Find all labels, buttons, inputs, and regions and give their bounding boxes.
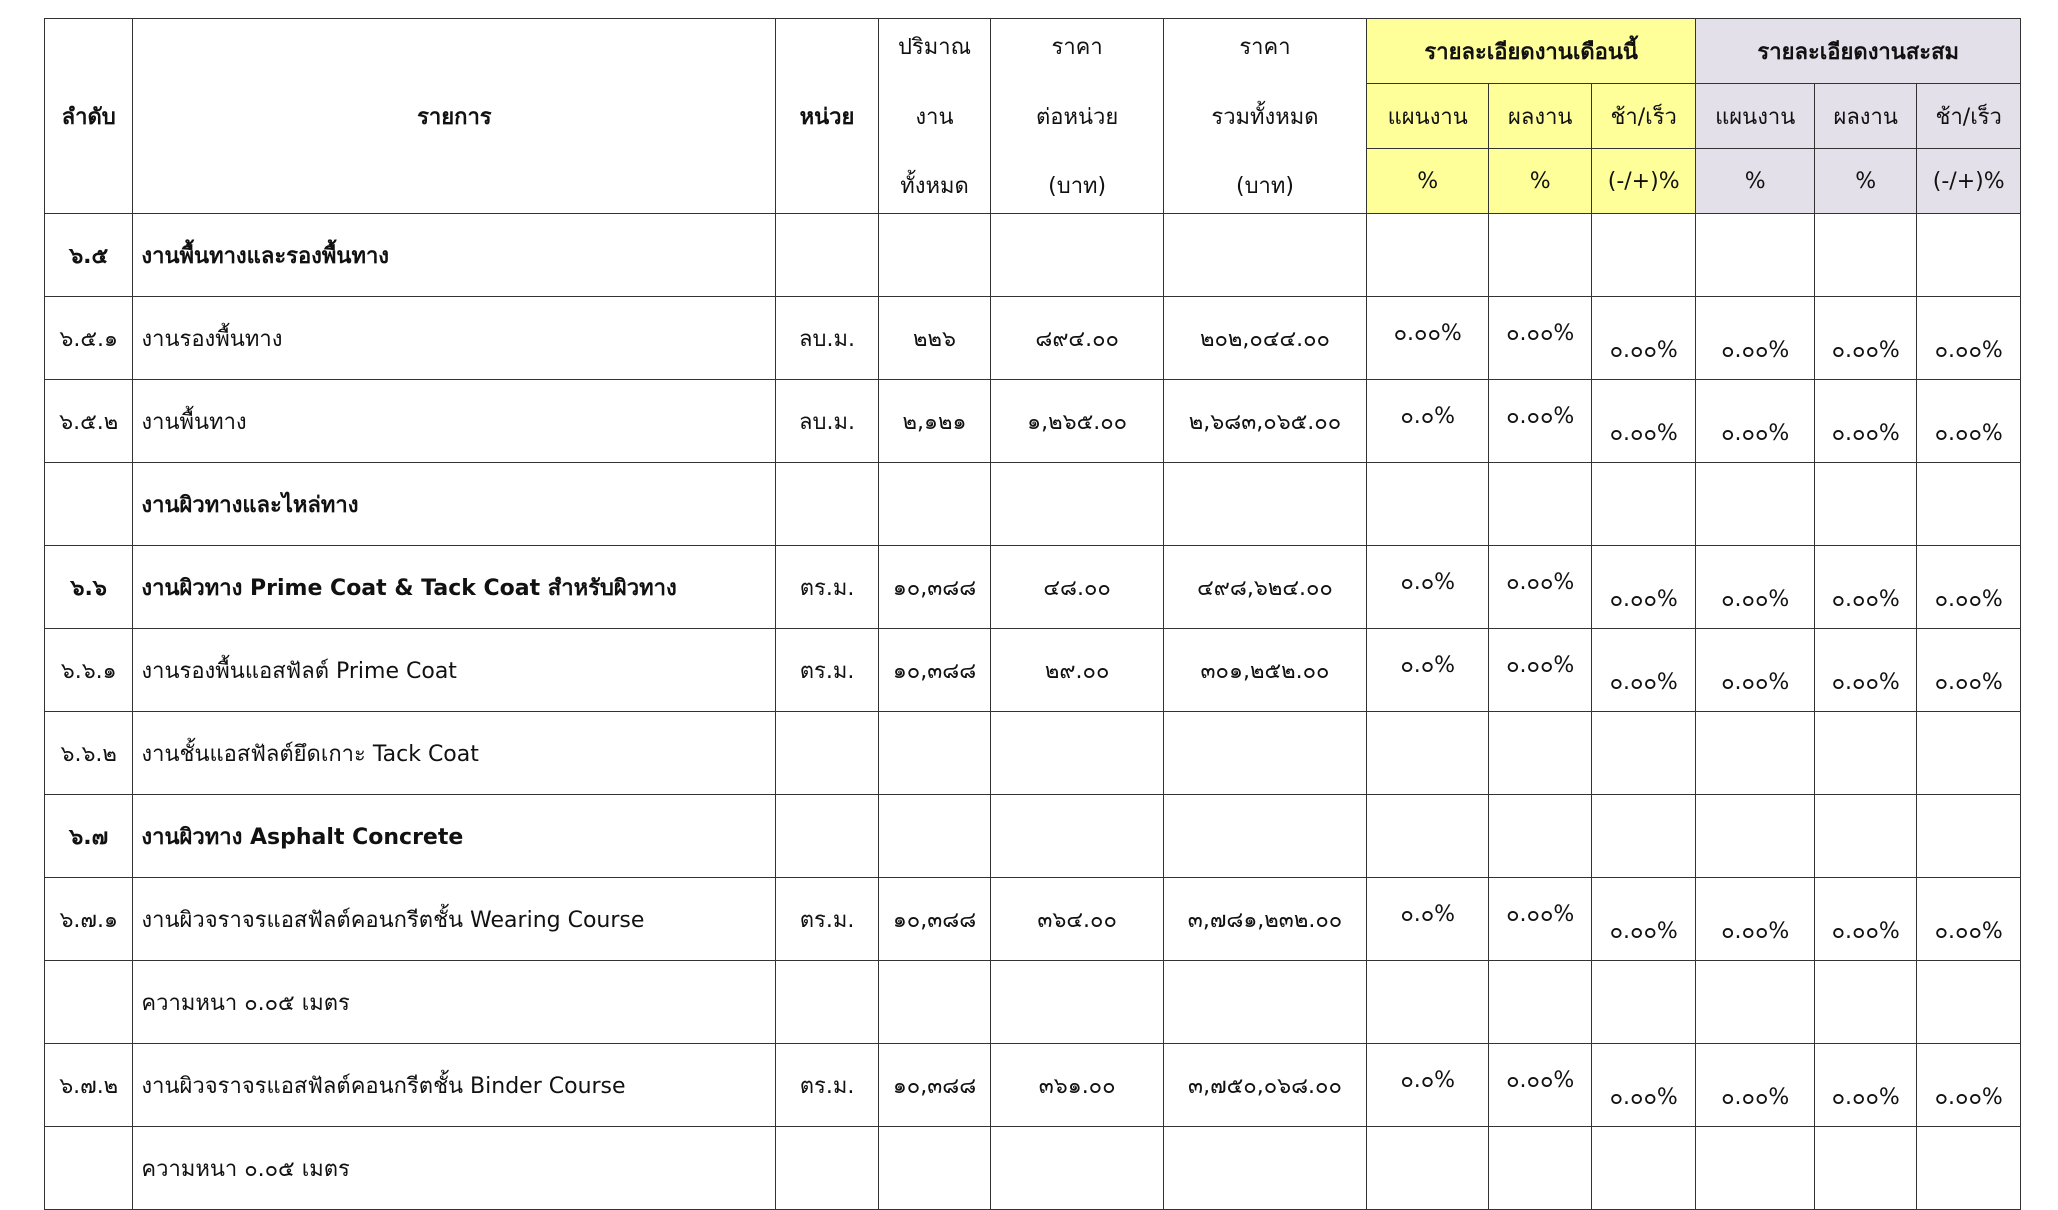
header-seq: ลำดับ: [45, 19, 133, 214]
row-unit: ตร.ม.: [776, 1044, 878, 1127]
table-row: [45, 961, 2021, 1044]
progress-table: [44, 18, 2021, 1210]
row-seq: ๖.๕.๒: [45, 380, 133, 463]
row-cum-diff: [1917, 463, 2021, 546]
row-unit-price: ๓๖๑.๐๐: [991, 1044, 1164, 1127]
row-cum-result: ๐.๐๐%: [1814, 1044, 1916, 1127]
header-month-plan: แผนงาน: [1366, 84, 1489, 149]
row-month-plan: ๐.๐%: [1366, 1044, 1489, 1127]
row-seq: ๖.๕.๑: [45, 297, 133, 380]
row-cum-plan: [1696, 961, 1815, 1044]
row-qty: [878, 214, 991, 297]
row-unit: [776, 214, 878, 297]
row-cum-result: ๐.๐๐%: [1814, 878, 1916, 961]
row-month-result: [1489, 961, 1591, 1044]
row-item: งานชั้นแอสฟัลต์ยึดเกาะ Tack Coat: [133, 712, 776, 795]
header-total-price-line2: รวมทั้งหมด: [1211, 104, 1319, 130]
row-total-price: [1164, 795, 1367, 878]
row-month-result: [1489, 712, 1591, 795]
row-cum-diff: [1917, 795, 2021, 878]
row-month-diff: [1591, 463, 1696, 546]
row-seq: ๖.๕: [45, 214, 133, 297]
header-cumulative-group: รายละเอียดงานสะสม: [1696, 19, 2021, 84]
table-row: [45, 712, 2021, 795]
row-month-result: [1489, 463, 1591, 546]
header-qty-line2: งาน: [915, 104, 954, 130]
row-qty: ๑๐,๓๘๘: [878, 1044, 991, 1127]
row-unit: ตร.ม.: [776, 629, 878, 712]
row-cum-result: ๐.๐๐%: [1814, 380, 1916, 463]
table-row: [45, 297, 2021, 380]
row-cum-plan: ๐.๐๐%: [1696, 1044, 1815, 1127]
row-cum-diff: [1917, 214, 2021, 297]
row-cum-result: [1814, 214, 1916, 297]
row-unit-price: ๔๘.๐๐: [991, 546, 1164, 629]
row-cum-diff: ๐.๐๐%: [1917, 629, 2021, 712]
row-month-plan: [1366, 463, 1489, 546]
row-cum-diff: ๐.๐๐%: [1917, 380, 2021, 463]
table-row: [45, 795, 2021, 878]
header-cum-diff-pct: (-/+)%: [1917, 149, 2021, 214]
row-month-plan: [1366, 795, 1489, 878]
table-row: [45, 214, 2021, 297]
row-qty: ๑๐,๓๘๘: [878, 629, 991, 712]
header-cum-plan: แผนงาน: [1696, 84, 1815, 149]
row-month-diff: ๐.๐๐%: [1591, 546, 1696, 629]
row-qty: [878, 1127, 991, 1210]
header-month-plan-pct: %: [1366, 149, 1489, 214]
row-item: งานผิวทางและไหล่ทาง: [133, 463, 776, 546]
header-cum-result: ผลงาน: [1814, 84, 1916, 149]
row-month-result: ๐.๐๐%: [1489, 380, 1591, 463]
row-month-diff: ๐.๐๐%: [1591, 878, 1696, 961]
header-month-result: ผลงาน: [1489, 84, 1591, 149]
row-unit-price: ๓๖๔.๐๐: [991, 878, 1164, 961]
row-qty: ๑๐,๓๘๘: [878, 878, 991, 961]
row-unit: [776, 961, 878, 1044]
header-item: รายการ: [133, 19, 776, 214]
row-cum-plan: ๐.๐๐%: [1696, 380, 1815, 463]
row-seq: ๖.๗: [45, 795, 133, 878]
row-month-plan: [1366, 214, 1489, 297]
header-total-price-line1: ราคา: [1239, 35, 1291, 60]
row-item: ความหนา ๐.๐๕ เมตร: [133, 961, 776, 1044]
row-cum-result: ๐.๐๐%: [1814, 297, 1916, 380]
row-month-result: [1489, 214, 1591, 297]
row-month-plan: ๐.๐%: [1366, 878, 1489, 961]
row-cum-plan: [1696, 214, 1815, 297]
row-unit-price: [991, 214, 1164, 297]
row-unit-price: [991, 463, 1164, 546]
row-month-result: ๐.๐๐%: [1489, 878, 1591, 961]
row-month-result: ๐.๐๐%: [1489, 297, 1591, 380]
row-month-diff: [1591, 712, 1696, 795]
row-cum-diff: [1917, 961, 2021, 1044]
row-total-price: [1164, 1127, 1367, 1210]
row-month-diff: ๐.๐๐%: [1591, 380, 1696, 463]
row-month-plan: [1366, 961, 1489, 1044]
row-month-plan: ๐.๐%: [1366, 546, 1489, 629]
row-unit-price: ๘๙๔.๐๐: [991, 297, 1164, 380]
row-unit-price: ๑,๒๖๕.๐๐: [991, 380, 1164, 463]
header-unit-price-line2: ต่อหน่วย: [1035, 104, 1119, 130]
row-unit-price: ๒๙.๐๐: [991, 629, 1164, 712]
row-month-diff: [1591, 214, 1696, 297]
header-cum-diff: ช้า/เร็ว: [1917, 84, 2021, 149]
row-month-result: ๐.๐๐%: [1489, 629, 1591, 712]
row-cum-plan: [1696, 795, 1815, 878]
row-month-diff: [1591, 795, 1696, 878]
row-unit: [776, 712, 878, 795]
header-total-price: [1164, 19, 1367, 214]
table-body: [45, 214, 2021, 1210]
row-unit-price: [991, 961, 1164, 1044]
row-cum-plan: ๐.๐๐%: [1696, 629, 1815, 712]
row-item: งานผิวจราจรแอสฟัลต์คอนกรีตชั้น Wearing Course: [133, 878, 776, 961]
table-row: [45, 1044, 2021, 1127]
row-month-result: ๐.๐๐%: [1489, 1044, 1591, 1127]
row-cum-result: [1814, 961, 1916, 1044]
row-total-price: ๓๐๑,๒๕๒.๐๐: [1164, 629, 1367, 712]
row-seq: [45, 1127, 133, 1210]
row-month-diff: ๐.๐๐%: [1591, 297, 1696, 380]
row-total-price: ๓,๗๕๐,๐๖๘.๐๐: [1164, 1044, 1367, 1127]
row-cum-plan: [1696, 463, 1815, 546]
row-seq: ๖.๗.๑: [45, 878, 133, 961]
table-row: [45, 878, 2021, 961]
row-unit-price: [991, 1127, 1164, 1210]
header-month-result-pct: %: [1489, 149, 1591, 214]
row-qty: [878, 795, 991, 878]
row-cum-diff: [1917, 1127, 2021, 1210]
row-unit: [776, 463, 878, 546]
row-item: งานรองพื้นทาง: [133, 297, 776, 380]
header-cum-plan-pct: %: [1696, 149, 1815, 214]
row-cum-result: [1814, 463, 1916, 546]
row-cum-diff: ๐.๐๐%: [1917, 878, 2021, 961]
row-cum-diff: [1917, 712, 2021, 795]
row-unit: [776, 1127, 878, 1210]
row-item: ความหนา ๐.๐๕ เมตร: [133, 1127, 776, 1210]
row-month-plan: [1366, 1127, 1489, 1210]
row-month-plan: [1366, 712, 1489, 795]
table-row: [45, 463, 2021, 546]
row-cum-result: [1814, 712, 1916, 795]
table-row: [45, 629, 2021, 712]
row-month-result: [1489, 795, 1591, 878]
row-unit: ตร.ม.: [776, 878, 878, 961]
row-seq: [45, 961, 133, 1044]
row-seq: ๖.๖.๑: [45, 629, 133, 712]
table-row: [45, 546, 2021, 629]
header-qty-line3: ทั้งหมด: [900, 174, 969, 199]
row-total-price: [1164, 712, 1367, 795]
row-item: งานพื้นทาง: [133, 380, 776, 463]
row-item: งานพื้นทางและรองพื้นทาง: [133, 214, 776, 297]
header-cum-result-pct: %: [1814, 149, 1916, 214]
row-item: งานรองพื้นแอสฟัลต์ Prime Coat: [133, 629, 776, 712]
row-total-price: [1164, 214, 1367, 297]
table-row: [45, 380, 2021, 463]
table-header: [45, 19, 2021, 214]
row-cum-plan: [1696, 712, 1815, 795]
row-cum-diff: ๐.๐๐%: [1917, 297, 2021, 380]
row-cum-plan: [1696, 1127, 1815, 1210]
row-seq: ๖.๗.๒: [45, 1044, 133, 1127]
row-unit-price: [991, 795, 1164, 878]
row-seq: [45, 463, 133, 546]
row-unit-price: [991, 712, 1164, 795]
row-cum-plan: ๐.๐๐%: [1696, 878, 1815, 961]
row-month-plan: ๐.๐%: [1366, 380, 1489, 463]
row-total-price: ๓,๗๘๑,๒๓๒.๐๐: [1164, 878, 1367, 961]
row-qty: ๒,๑๒๑: [878, 380, 991, 463]
header-total-price-line3: (บาท): [1235, 174, 1294, 199]
table-row: [45, 1127, 2021, 1210]
header-month-diff: ช้า/เร็ว: [1591, 84, 1696, 149]
row-item: งานผิวทาง Asphalt Concrete: [133, 795, 776, 878]
row-cum-result: [1814, 795, 1916, 878]
row-month-diff: [1591, 1127, 1696, 1210]
header-qty: [878, 19, 991, 214]
row-month-diff: [1591, 961, 1696, 1044]
row-cum-plan: ๐.๐๐%: [1696, 297, 1815, 380]
row-cum-diff: ๐.๐๐%: [1917, 546, 2021, 629]
row-qty: [878, 961, 991, 1044]
row-qty: ๒๒๖: [878, 297, 991, 380]
row-qty: [878, 712, 991, 795]
header-qty-line1: ปริมาณ: [897, 35, 972, 60]
row-unit: [776, 795, 878, 878]
row-total-price: [1164, 463, 1367, 546]
row-month-diff: ๐.๐๐%: [1591, 1044, 1696, 1127]
header-unit-price-line1: ราคา: [1051, 35, 1103, 60]
header-month-group: รายละเอียดงานเดือนนี้: [1366, 19, 1696, 84]
row-cum-result: ๐.๐๐%: [1814, 629, 1916, 712]
row-cum-result: ๐.๐๐%: [1814, 546, 1916, 629]
header-unit-price: [991, 19, 1164, 214]
row-seq: ๖.๖: [45, 546, 133, 629]
row-item: งานผิวจราจรแอสฟัลต์คอนกรีตชั้น Binder Course: [133, 1044, 776, 1127]
row-qty: ๑๐,๓๘๘: [878, 546, 991, 629]
header-unit: หน่วย: [776, 19, 878, 214]
row-unit: ลบ.ม.: [776, 297, 878, 380]
row-cum-plan: ๐.๐๐%: [1696, 546, 1815, 629]
row-month-diff: ๐.๐๐%: [1591, 629, 1696, 712]
row-unit: ลบ.ม.: [776, 380, 878, 463]
row-month-result: ๐.๐๐%: [1489, 546, 1591, 629]
row-seq: ๖.๖.๒: [45, 712, 133, 795]
header-unit-price-line3: (บาท): [1048, 174, 1107, 199]
row-cum-result: [1814, 1127, 1916, 1210]
row-month-result: [1489, 1127, 1591, 1210]
row-cum-diff: ๐.๐๐%: [1917, 1044, 2021, 1127]
row-total-price: ๒๐๒,๐๔๔.๐๐: [1164, 297, 1367, 380]
row-unit: ตร.ม.: [776, 546, 878, 629]
row-total-price: ๒,๖๘๓,๐๖๕.๐๐: [1164, 380, 1367, 463]
row-month-plan: ๐.๐๐%: [1366, 297, 1489, 380]
row-qty: [878, 463, 991, 546]
row-total-price: ๔๙๘,๖๒๔.๐๐: [1164, 546, 1367, 629]
header-month-diff-pct: (-/+)%: [1591, 149, 1696, 214]
row-total-price: [1164, 961, 1367, 1044]
row-item: งานผิวทาง Prime Coat & Tack Coat สำหรับผิวทาง: [133, 546, 776, 629]
row-month-plan: ๐.๐%: [1366, 629, 1489, 712]
